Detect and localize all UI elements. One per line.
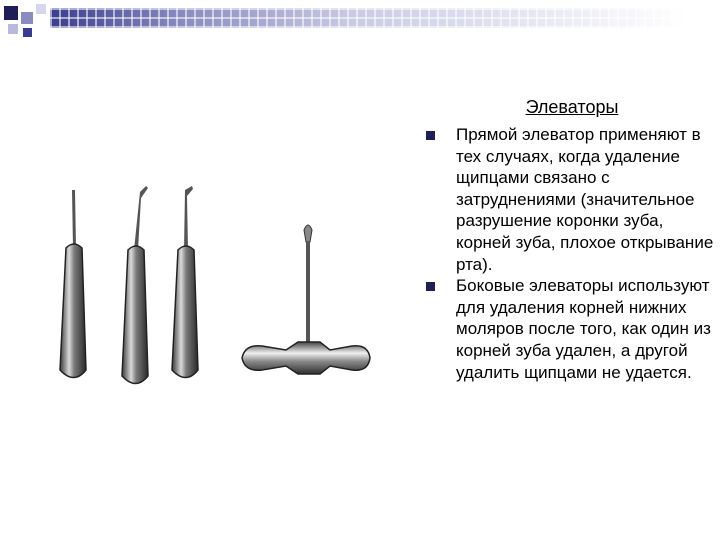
bullet-item-side-elevators [426, 275, 716, 383]
decor-square-2 [21, 12, 33, 24]
bullet-text: Боковые элеваторы используют для удаления корней нижних моляров после того, как один из корней зуба удален, а другой удалить щипцами не удается. [456, 276, 711, 382]
decor-square-3 [8, 24, 18, 34]
angled-elevator-icon [122, 186, 148, 384]
dental-elevators-illustration [40, 180, 380, 405]
slide-title: Элеваторы [525, 97, 619, 117]
decor-square-4 [23, 28, 32, 37]
header-gradient-strip [50, 8, 720, 28]
decor-square-1 [4, 6, 18, 20]
decor-square-5 [36, 4, 46, 14]
bullet-text: Прямой элеватор применяют в тех случаях, когда удаление щипцами связано с затруднениями (значительное разрушение коронки зуба, корней зуба, плохое открывание рта). [456, 125, 714, 274]
bullet-item-straight-elevator [426, 124, 716, 275]
decorative-header-bar [0, 0, 720, 44]
cross-handle-elevator-icon [242, 225, 370, 374]
bullet-list [426, 124, 716, 383]
square-bullet-icon [426, 282, 435, 291]
side-elevator-icon [172, 186, 198, 378]
square-bullet-icon [426, 131, 435, 140]
straight-elevator-icon [60, 190, 86, 378]
